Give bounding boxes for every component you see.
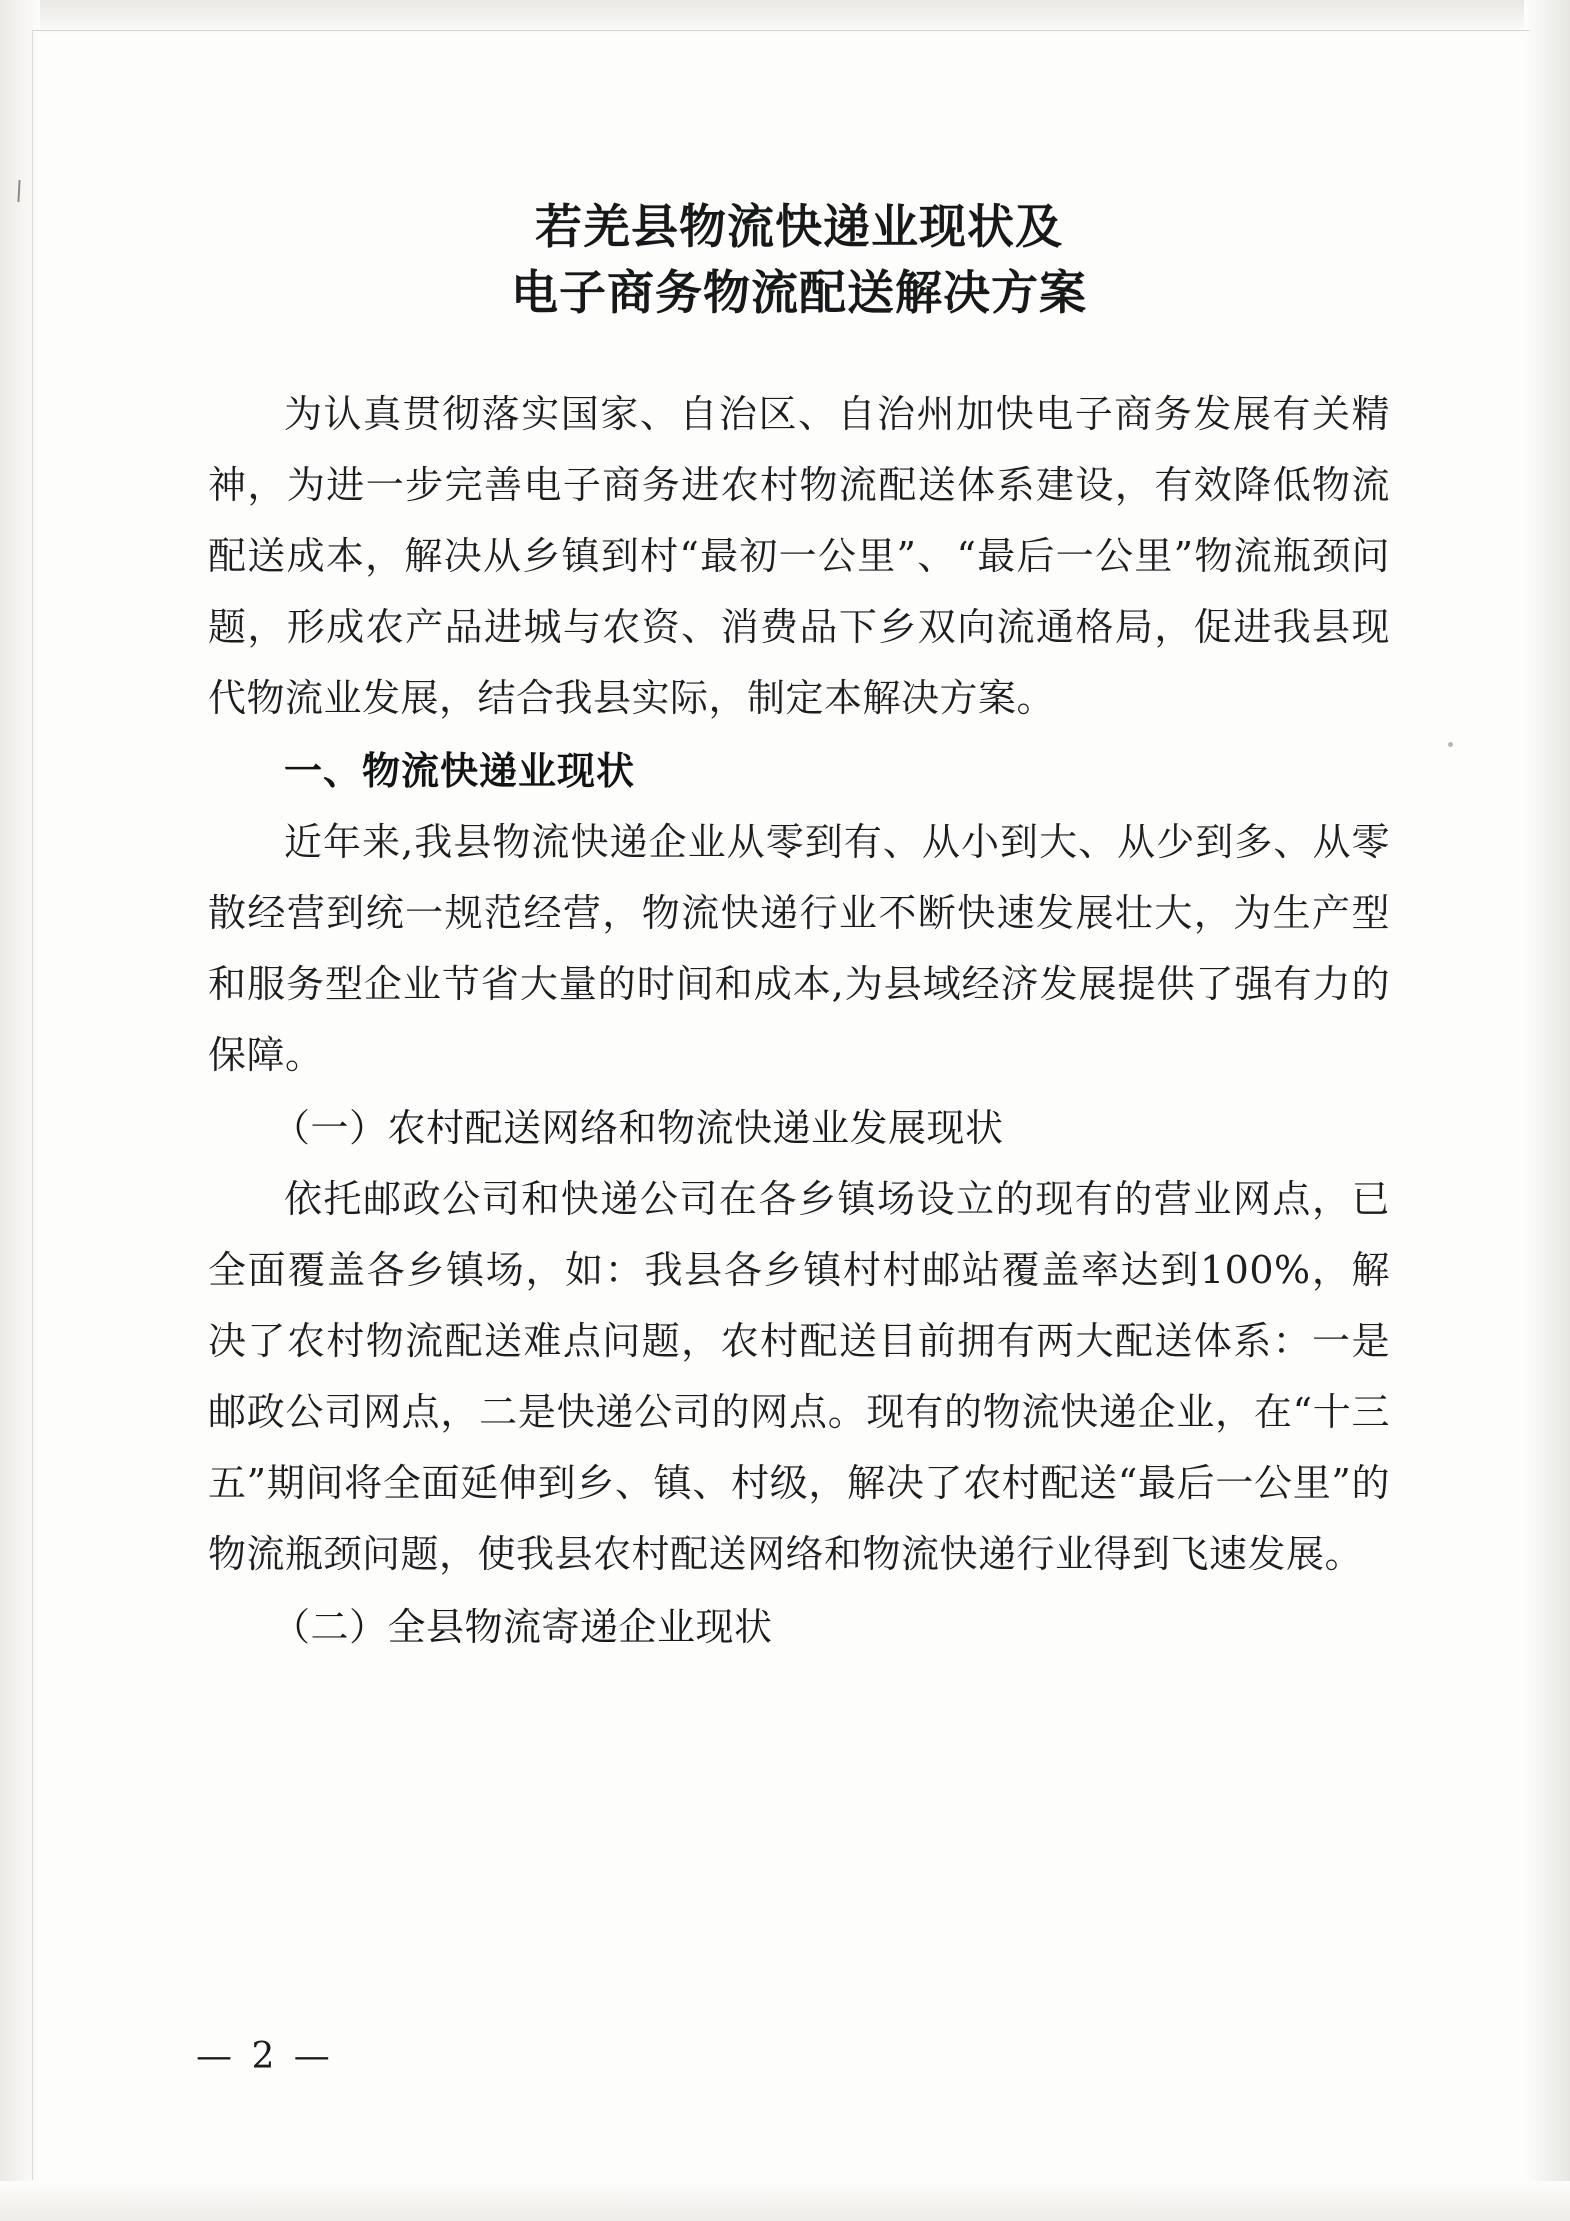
paragraph-current-status: 近年来,我县物流快递企业从零到有、从小到大、从少到多、从零散经营到统一规范经营，物流快递行业不断快速发展壮大，为生产型和服务型企业节省大量的时间和成本,为县域经济发展提供了强有力的保障。 bbox=[208, 820, 1390, 1077]
margin-dot-mark bbox=[1448, 742, 1453, 747]
page-border-left bbox=[32, 30, 33, 2180]
document-title-line-1: 若羌县物流快递业现状及 bbox=[535, 200, 1063, 255]
subsection-heading-1: （一）农村配送网络和物流快递业发展现状 bbox=[272, 1106, 1004, 1150]
paragraph-intro: 为认真贯彻落实国家、自治区、自治州加快电子商务发展有关精神，为进一步完善电子商务进农村物流配送体系建设，有效降低物流配送成本，解决从乡镇到村“最初一公里”、“最后一公里”物流瓶颈问题，形成农产品进城与农资、消费品下乡双向流通格局，促进我县现代物流业发展，结合我县实际，制定本解决方案。 bbox=[208, 392, 1390, 720]
document-title-line-2: 电子商务物流配送解决方案 bbox=[511, 266, 1087, 321]
subsection-heading-2: （二）全县物流寄递企业现状 bbox=[272, 1605, 773, 1649]
paragraph-rural-network: 依托邮政公司和快递公司在各乡镇场设立的现有的营业网点，已全面覆盖各乡镇场，如：我县各乡镇村村邮站覆盖率达到100%，解决了农村物流配送难点问题，农村配送目前拥有两大配送体系：一是邮政公司网点，二是快递公司的网点。现有的物流快递企业，在“十三五”期间将全面延伸到乡、镇、村级，解决了农村配送“最后一公里”的物流瓶颈问题，使我县农村配送网络和物流快递行业得到飞速发展。 bbox=[208, 1177, 1390, 1576]
section-heading-1: 一、物流快递业现状 bbox=[284, 749, 636, 793]
page-border-top bbox=[32, 30, 1530, 31]
scan-edge-bottom bbox=[0, 2181, 1570, 2221]
document-content bbox=[208, 195, 1390, 1663]
scan-edge-right bbox=[1524, 0, 1570, 2221]
page-number: — 2 — bbox=[196, 2036, 334, 2077]
scan-edge-left bbox=[0, 0, 40, 2221]
document-title bbox=[208, 195, 1390, 327]
